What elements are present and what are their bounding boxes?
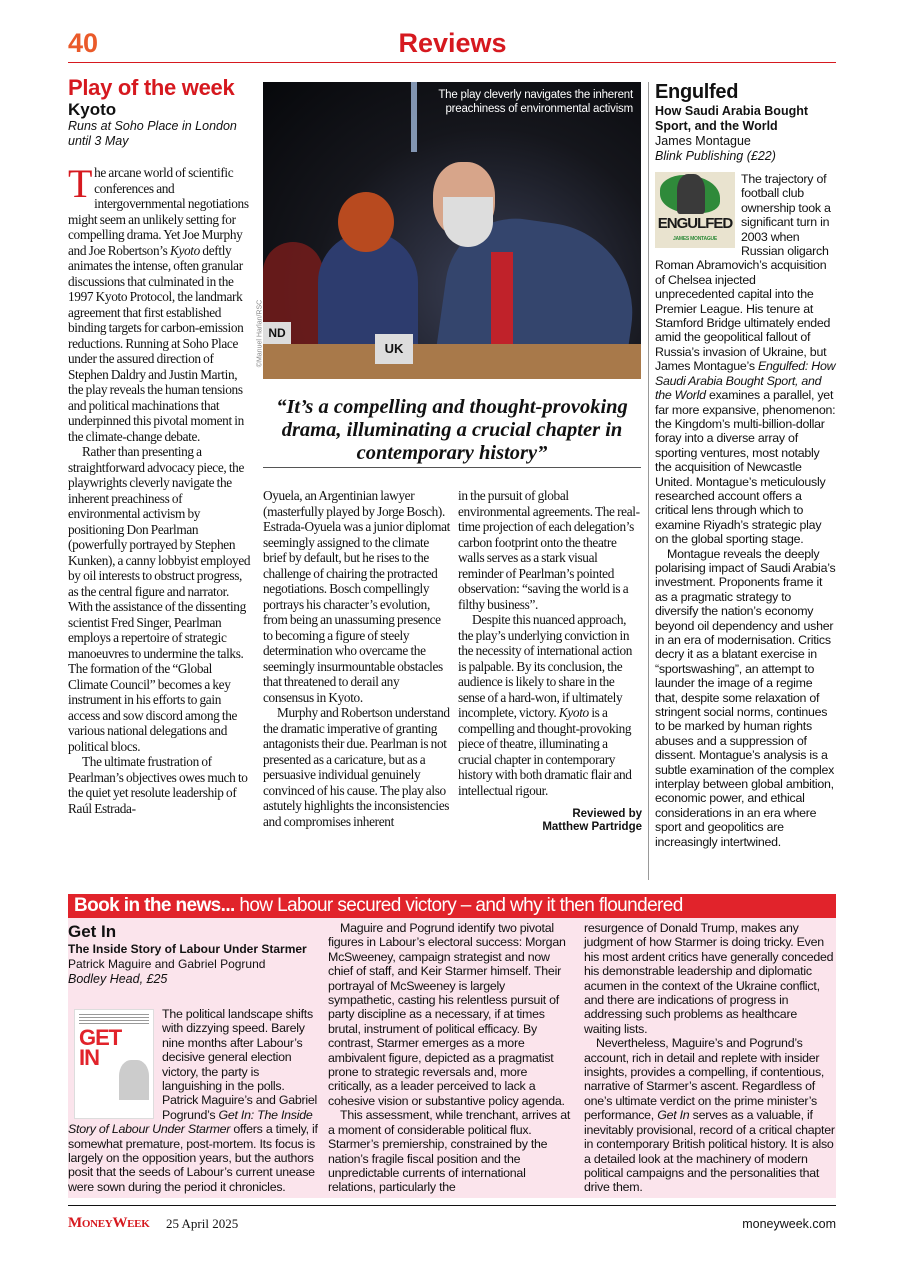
paragraph — [655, 547, 837, 850]
engulfed-subtitle: How Saudi Arabia Bought Sport, and the World — [655, 104, 809, 133]
getin-title: Get In — [68, 922, 117, 941]
cover-figure — [677, 174, 705, 214]
paragraph — [263, 705, 451, 829]
website: moneyweek.com — [742, 1217, 836, 1231]
paragraph — [584, 921, 836, 1036]
photo-caption: The play cleverly navigates the inherent preachiness of environmental activism — [438, 89, 633, 115]
book-news-col2 — [328, 921, 574, 1195]
paragraph — [328, 1108, 574, 1194]
italic-run: Kyoto — [558, 705, 589, 720]
drop-cap: T — [68, 161, 93, 206]
play-title: Kyoto — [68, 100, 117, 119]
cover-portraits — [119, 1060, 149, 1100]
paragraph — [458, 612, 642, 798]
paragraph — [584, 1036, 836, 1194]
engulfed-publisher: Blink Publishing (£22) — [655, 149, 776, 163]
paragraph — [328, 921, 574, 1108]
getin-book-cover — [74, 1009, 154, 1119]
text-run: Oyuela, an Argentinian lawyer (masterfully played by Jorge Bosch). Estrada-Oyuela was a junior diplomat seemingly assigned to the climate brief by default, but he rises to the challenge of chairing the protracted negotiations. Bosch compellingly portrays his character’s evolution, from being an unassuming presence to becoming a figure of steely determination who overcame the seemingly insurmountable obstacles that threatened to derail any consensus in Kyoto. — [263, 488, 451, 705]
text-run: Maguire and Pogrund identify two pivotal figures in Labour’s electoral success: Morgan McSweeney, campaign strategist and now chief of staff, and Keir Starmer himself. Their portrayal of McSweeney is largely sympathetic, casting his relentless pursuit of party discipline as a necessary, if at times brutal, instrument of political efficacy. By contrast, Starmer emerges as a more ambivalent figure, depicted as a pragmatist prone to strategic reversals and, more critically, as a leader perceived to lack a cohesive vision or substantive policy agenda. — [328, 921, 566, 1108]
banner-text: how Labour secured victory – and why it then floundered — [234, 895, 683, 916]
engulfed-author: James Montague — [655, 134, 751, 148]
paragraph — [458, 488, 642, 612]
italic-run: Get In: The Inside Story of Labour Under Starmer — [68, 1107, 313, 1137]
text-run: The trajectory of football club ownership took a significant turn in 2003 when Russian oligarch Roman Abramovich’s acquisition of Chelsea injected unprecedented capital into the Premier League. His tenure at Stamford Bridge ultimately ended amid the geopolitical fallout of Russia’s invasion of Ukraine, but James Montague’s — [655, 172, 831, 374]
text-run: deftly animates the intense, often granular discussions that culminated in the 1997 Kyoto Protocol, the landmark agreement that first established binding targets for carbon-emission reductions. Running at Soho Place under the assured direction of Stephen Daldry and Justin Martin, the play reveals the human tensions and political machinations that underpinned this pivotal moment in the climate-change debate. — [68, 242, 244, 444]
cover-author: JAMES MONTAGUE — [673, 236, 717, 242]
footer-rule — [68, 1205, 836, 1206]
paragraph — [263, 488, 451, 705]
text-run: resurgence of Donald Trump, makes any judgment of how Starmer is doing tricky. Even his most ardent critics have generally conceded his demonstrable leadership and diplomatic acumen in the context of the Ukraine conflict, and there are indications of progress in addressing such problems as healthcare waiting lists. — [584, 921, 834, 1036]
engulfed-body — [655, 172, 837, 849]
text-run: The ultimate frustration of Pearlman’s objectives owes much to the quiet yet resolute leadership of Raúl Estrada- — [68, 754, 248, 816]
text-run: Montague reveals the deeply polarising impact of Saudi Arabia’s investment. Proponents frame it as a pragmatic strategy to diversify the nation’s economy beyond oil dependency and usher in an era of modernisation. Critics decry it as a blatant exercise in “sportswashing”, an attempt to launder the image of a regime that, despite some relaxation of stringent social norms, continues to be marked by human rights abuses and a suppression of dissent. Montague’s analysis is a subtle examination of the complex interplay between global ambition, economic power, and ethical considerations in an era where sport and geopolitics are increasingly intertwined. — [655, 546, 836, 849]
figure-woman-head — [338, 192, 394, 252]
text-run: The political landscape shifts with dizzying speed. Barely nine months after Labour’s decisive general election victory, the party is languishing in the polls. Patrick Maguire’s and Gabriel Pogrund’s — [162, 1007, 318, 1122]
column-divider — [648, 82, 649, 880]
play-meta: Runs at Soho Place in London until 3 May — [68, 119, 237, 148]
issue-date: 25 April 2025 — [166, 1216, 239, 1231]
text-run: examines a parallel, yet far more expansive, phenomenon: the Kingdom’s multi-billion-dollar foray into a diverse array of sporting ventures, most notably the acquisition of Newcastle United. Montague’s meticulously researched account offers a critical lens through which to examine Riyadh’s strategic play on the global sporting stage. — [655, 388, 836, 547]
text-run: is a compelling and thought-provoking piece of theatre, illuminating a crucial chapter in contemporary history with both dramatic flair and intellectual rigour. — [458, 705, 632, 798]
engulfed-review — [655, 80, 837, 849]
text-run: offers a timely, if somewhat premature, post-mortem. Its focus is largely on the opposition years, but the authors posit that the seeds of Labour’s current unease were sown during the period it chronicles. — [68, 1122, 318, 1194]
cover-title: ENGULFED — [657, 215, 733, 232]
play-body-col3 — [458, 488, 642, 834]
moneyweek-logo: MoneyWeek — [68, 1215, 150, 1231]
text-run: This assessment, while trenchant, arrives at a moment of considerable political flux. Starmer’s premiership, constrained by the nation’s fragile fiscal position and the unpredictable currents of international relations, particularly the — [328, 1108, 571, 1195]
text-run: he arcane world of scientific conferences and intergovernmental negotiations might seem an unlikely setting for compelling drama. Yet Joe Murphy and Joe Robertson’s — [68, 165, 249, 258]
section-title: Reviews — [398, 28, 507, 58]
engulfed-title: Engulfed — [655, 81, 739, 103]
text-run: serves as a valuable, if inevitably provisional, record of a critical chapter in contemporary British political history. It is also a detailed look at the machinery of modern political campaigns and the personalities that drive them. — [584, 1108, 835, 1195]
quote-rule — [263, 467, 641, 468]
text-run: Despite this nuanced approach, the play’s underlying conviction in the necessity of international action is palpable. By its conclusion, the audience is likely to share in the sense of a hard-won, if ultimately incomplete, victory. — [458, 612, 633, 720]
text-run: Rather than presenting a straightforward advocacy piece, the playwrights cleverly navigate the inherent preachiness of environmental activism by positioning Don Pearlman (powerfully portrayed by Stephen Kunken), a canny lobbyist employed by oil interests to obstruct progress, as the central figure and narrator. With the assistance of the dissenting scientist Fred Singer, Pearlman employs a repertoire of strategic manoeuvres to undermine the talks. The formation of the “Global Climate Council” becomes a key instrument in his efforts to gain access and sow discord among the various national delegations and political blocs. — [68, 444, 251, 754]
play-kicker: Play of the week — [68, 75, 235, 100]
play-body-col2 — [263, 488, 451, 829]
nameplate-uk: UK — [375, 334, 413, 364]
italic-run: Engulfed: How Saudi Arabia Bought Sport, and the World — [655, 359, 836, 403]
text-run: in the pursuit of global environmental agreements. The real-time projection of each delegation’s carbon footprint onto the theatre walls serves as a stark visual reminder of Pearlman’s pointed observation: “saving the world is a filthy business”. — [458, 488, 640, 612]
page-number: 40 — [68, 28, 99, 58]
getin-publisher: Bodley Head, £25 — [68, 972, 168, 986]
paragraph — [68, 161, 249, 444]
cover-title: GET IN — [79, 1025, 122, 1070]
banner-bold: Book in the news... — [74, 895, 235, 916]
paragraph — [68, 754, 252, 816]
cover-blurb — [79, 1014, 149, 1024]
pull-quote: “It’s a compelling and thought-provoking drama, illuminating a crucial chapter in contemporary history” — [276, 396, 628, 464]
reviewed-by-label: Reviewed by — [572, 808, 642, 820]
nameplate: ND — [263, 322, 291, 344]
getin-body — [68, 1007, 318, 1194]
italic-run: Get In — [657, 1108, 690, 1123]
play-review-column — [68, 76, 252, 816]
text-run: Nevertheless, Maguire’s and Pogrund’s account, rich in detail and replete with insider insights, provides a compelling, if contentious, narrative of Starmer’s ascent. Regardless of one’s ultimate verdict on the prime minister’s performance, — [584, 1036, 825, 1123]
text-run: Murphy and Robertson understand the dramatic imperative of granting antagonists their due. Pearlman is not presented as a caricature, but as a persuasive individual genuinely convinced of his cause. The play also astutely highlights the inconsistencies and compromises inherent — [263, 705, 450, 829]
play-photo — [263, 82, 641, 379]
figure-man-tie — [491, 252, 513, 352]
engulfed-book-cover — [655, 172, 735, 248]
book-news-banner — [68, 894, 836, 918]
book-news-col1 — [68, 922, 318, 1194]
getin-authors: Patrick Maguire and Gabriel Pogrund — [68, 957, 266, 971]
reviewer-byline — [458, 808, 642, 834]
paragraph — [68, 444, 252, 754]
book-news-col3 — [584, 921, 836, 1195]
getin-subtitle: The Inside Story of Labour Under Starmer — [68, 942, 307, 956]
photo-credit: ©Manuel Harlan/RSC — [256, 299, 264, 368]
figure-man-beard — [443, 197, 493, 247]
header-rule — [68, 62, 836, 63]
desk — [263, 344, 641, 379]
italic-run: Kyoto — [169, 242, 200, 258]
reviewer-name: Matthew Partridge — [542, 821, 642, 833]
play-body-col1 — [68, 161, 252, 816]
